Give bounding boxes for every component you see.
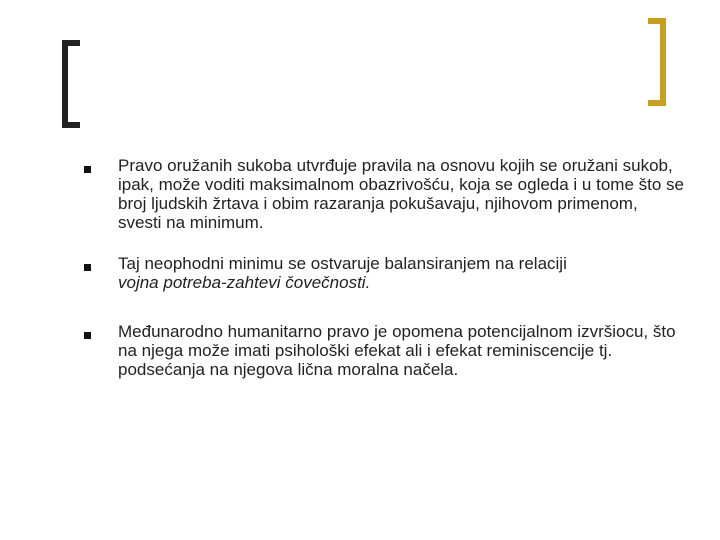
bullet-text-main: Taj neophodni minimu se ostvaruje balansiranjem na relaciji xyxy=(118,254,567,273)
bullet-text-italic: vojna potreba-zahtevi čovečnosti. xyxy=(118,273,371,292)
left-bracket-decoration xyxy=(62,40,80,128)
right-bracket-decoration xyxy=(648,18,666,106)
bullet-text: Pravo oružanih sukoba utvrđuje pravila na osnovu kojih se oružani sukob, ipak, može voditi maksimalnom obazrivošću, koja se ogleda i u tome što se broj ljudskih žrtava i obim razaranja pokušavaju, njihovom primenom, svesti na minimum. xyxy=(118,156,684,232)
bullet-list xyxy=(84,156,684,397)
bullet-item xyxy=(84,254,684,292)
square-bullet-icon xyxy=(84,166,91,173)
bullet-item xyxy=(84,322,684,379)
square-bullet-icon xyxy=(84,332,91,339)
bullet-text xyxy=(118,254,684,292)
bullet-text: Međunarodno humanitarno pravo je opomena potencijalnom izvršiocu, što na njega može imati psihološki efekat ali i efekat reminiscencije tj. podsećanja na njegova lična moralna načela. xyxy=(118,322,676,379)
bullet-item xyxy=(84,156,684,232)
square-bullet-icon xyxy=(84,264,91,271)
